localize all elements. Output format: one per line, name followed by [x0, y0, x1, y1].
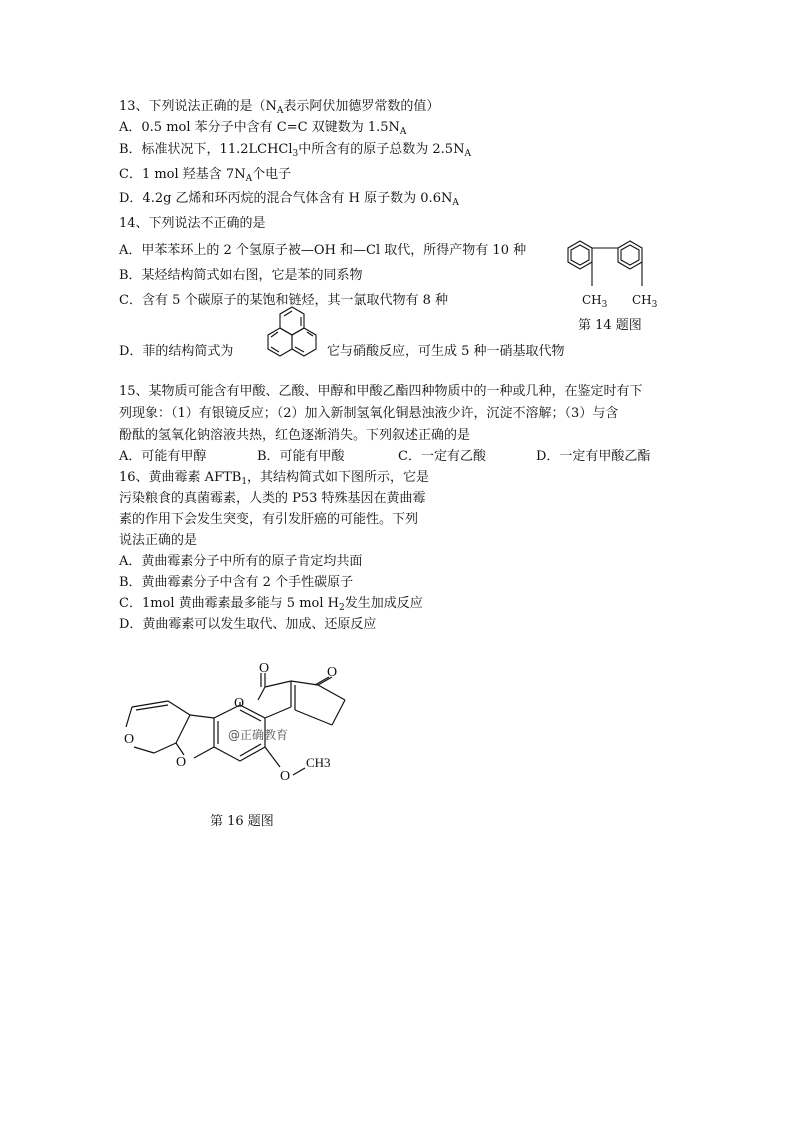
atom-o-furan-1: O — [124, 732, 135, 747]
q14-option-b: B．某烃结构简式如右图，它是苯的同系物 — [119, 268, 363, 283]
q16-option-a: A．黄曲霉素分子中所有的原子肯定均共面 — [119, 554, 363, 569]
atom-o-carbonyl-1: O — [259, 661, 270, 676]
atom-o-lactone: O — [234, 696, 245, 711]
atom-o-furan-2: O — [176, 755, 187, 770]
q13-option-b: B．标准状况下，11.2LCHCl$_3$中所含有的原子总数为 $2.5N_A$ — [119, 142, 471, 159]
q16-stem-line3: 素的作用下会发生突变，有引发肝癌的可能性。下列 — [119, 512, 419, 527]
q14-option-a: A．甲苯苯环上的 2 个氢原子被—OH 和—Cl 取代，所得产物有 10 种 — [119, 243, 527, 258]
q14-stem: 14、下列说法不正确的是 — [119, 216, 266, 231]
dimethylbiphenyl-structure — [560, 236, 680, 311]
q13-option-d: D．4.2g 乙烯和环丙烷的混合气体含有 H 原子数为 $0.6N_A$ — [119, 191, 459, 208]
atom-o-carbonyl-2: O — [327, 665, 338, 680]
q14-option-c: C．含有 5 个碳原子的某饱和链烃，其一氯取代物有 8 种 — [119, 293, 449, 308]
q15-option-b: B．可能有甲酸 — [257, 449, 345, 464]
q16-stem-line1: 16、黄曲霉素 $AFTB_1$，其结构简式如下图所示，它是 — [119, 470, 430, 487]
q13-option-c: C．1 mol 羟基含 $7N_A$个电子 — [119, 167, 292, 184]
phenanthrene-structure — [246, 300, 326, 370]
q16-stem-line4: 说法正确的是 — [119, 533, 198, 548]
q13-stem: 13、下列说法正确的是（$N_A$表示阿伏加德罗常数的值） — [119, 99, 440, 116]
q15-option-d: D．一定有甲酸乙酯 — [536, 449, 651, 464]
ch3-label-left: $CH_3$ — [582, 293, 608, 310]
q16-option-c: C．1mol 黄曲霉素最多能与 5 mol $H_2$发生加成反应 — [119, 596, 423, 613]
q15-stem-line1: 15、某物质可能含有甲酸、乙酸、甲醇和甲酸乙酯四种物质中的一种或几种，在鉴定时有下 — [119, 384, 643, 399]
figure-16-caption: 第 16 题图 — [210, 814, 274, 829]
atom-ch3: CH3 — [306, 755, 331, 770]
q16-option-d: D．黄曲霉素可以发生取代、加成、还原反应 — [119, 617, 377, 632]
q14-option-d-pre: D．菲的结构简式为 — [119, 344, 234, 359]
q16-stem-line2: 污染粮食的真菌霉素，人类的 P53 特殊基因在黄曲霉 — [119, 491, 426, 506]
q16-option-b: B．黄曲霉素分子中含有 2 个手性碳原子 — [119, 575, 354, 590]
q15-stem-line2: 列现象：（1）有银镜反应；（2）加入新制氢氧化铜悬浊液少许，沉淀不溶解；（3）与含 — [119, 406, 619, 421]
aflatoxin-structure — [110, 655, 360, 815]
q14-option-d-post: 它与硝酸反应，可生成 5 种一硝基取代物 — [327, 344, 565, 359]
figure-14-caption: 第 14 题图 — [578, 318, 642, 333]
q15-stem-line3: 酚酞的氢氧化钠溶液共热，红色逐渐消失。下列叙述正确的是 — [119, 428, 471, 443]
ch3-label-right: $CH_3$ — [632, 293, 658, 310]
watermark: @正确教育 — [228, 728, 289, 742]
atom-o-methoxy: O — [280, 769, 291, 784]
q15-option-a: A．可能有甲醇 — [119, 449, 207, 464]
q13-option-a: A．0.5 mol 苯分子中含有 C=C 双键数为 $1.5N_A$ — [119, 120, 407, 137]
q15-option-c: C．一定有乙酸 — [398, 449, 486, 464]
